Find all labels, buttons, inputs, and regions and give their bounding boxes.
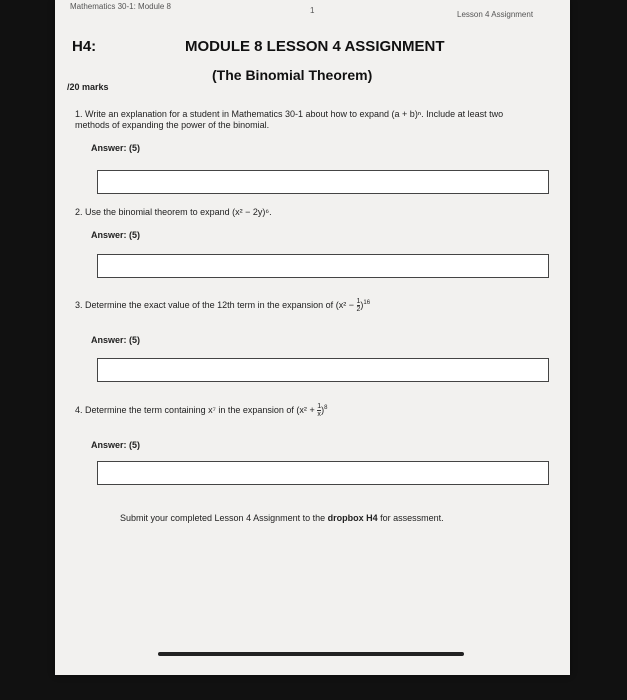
page-subtitle: (The Binomial Theorem) <box>212 67 373 83</box>
answer-label-1: Answer: (5) <box>91 143 141 153</box>
question-number: 2. <box>75 207 83 217</box>
answer-box-3[interactable] <box>97 358 549 382</box>
answer-box-2[interactable] <box>97 254 549 278</box>
page-title: MODULE 8 LESSON 4 ASSIGNMENT <box>185 38 445 55</box>
expression: (x² − $\frac{1}{2})^{16}$ <box>335 298 371 314</box>
home-indicator-bar <box>158 652 464 656</box>
question-text: Determine the exact value of the 12th term in the expansion of <box>85 300 334 310</box>
total-marks: /20 marks <box>67 82 109 92</box>
dropbox-name: dropbox H4 <box>327 513 378 523</box>
expression: (x² + $\frac{1}{x})^8$ <box>296 403 328 419</box>
question-3 <box>75 298 370 313</box>
question-number: 1. <box>75 109 83 119</box>
answer-box-4[interactable] <box>97 461 549 485</box>
header-course: Mathematics 30-1: Module 8 <box>70 2 171 11</box>
question-text: Write an explanation for a student in Mathematics 30-1 about how to expand (a + b)ⁿ. Include at least two methods of expanding the power of the binomial. <box>75 109 504 130</box>
document-page <box>55 0 570 675</box>
answer-label-3: Answer: (5) <box>91 335 141 345</box>
question-4 <box>75 403 327 418</box>
header-lesson: Lesson 4 Assignment <box>457 10 534 19</box>
answer-label-4: Answer: (5) <box>91 440 141 450</box>
question-number: 3. <box>75 300 83 310</box>
question-2 <box>75 207 272 218</box>
question-text: Use the binomial theorem to expand (x² − 2y)⁶. <box>85 207 272 217</box>
question-1 <box>75 109 535 131</box>
answer-box-1[interactable] <box>97 170 549 194</box>
question-text: Determine the term containing x⁷ in the expansion of <box>85 405 294 415</box>
header-page-number: 1 <box>310 6 315 15</box>
document-code: H4: <box>72 38 97 55</box>
question-number: 4. <box>75 405 83 415</box>
submit-instructions: Submit your completed Lesson 4 Assignment to the dropbox H4 for assessment. <box>120 513 444 523</box>
answer-label-2: Answer: (5) <box>91 230 141 240</box>
